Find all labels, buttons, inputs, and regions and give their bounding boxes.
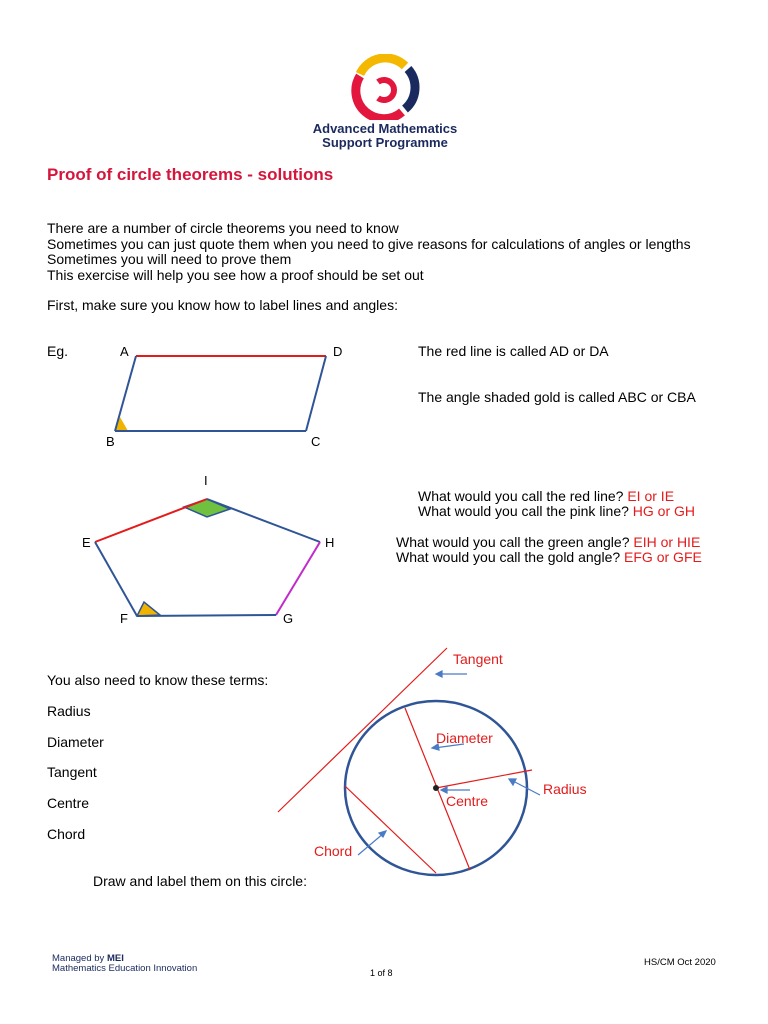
vertex-e: E: [82, 535, 91, 550]
pink-line-hg: [276, 542, 320, 615]
pentagon-diagram: [80, 490, 340, 630]
vertex-c: C: [311, 434, 321, 449]
intro-line: Sometimes you can just quote them when you need to give reasons for calculations of angles or lengths: [47, 235, 691, 252]
answer-gold-angle: EFG or GFE: [624, 549, 702, 565]
radius-arrowhead: [509, 779, 516, 785]
intro-line: There are a number of circle theorems you need to know: [47, 220, 399, 236]
edge-fe: [95, 542, 137, 616]
terms-intro: You also need to know these terms:: [47, 672, 269, 688]
tangent-line: [278, 648, 447, 812]
answer-pink-line: HG or GH: [632, 503, 696, 519]
question-red-line: What would you call the red line? EI or IE: [418, 488, 675, 504]
red-line-ei: [95, 499, 207, 542]
footer-mei: Managed by MEI Mathematics Education Innovation: [52, 953, 198, 974]
centre-point: [433, 785, 439, 791]
page-title: Proof of circle theorems - solutions: [47, 165, 334, 184]
term-chord: Chord: [47, 826, 86, 842]
vertex-b: B: [106, 434, 115, 449]
intro-line: Sometimes you will need to prove them: [47, 251, 292, 267]
org-name: Advanced Mathematics Support Programme: [312, 121, 458, 150]
radius-arrow: [511, 780, 540, 795]
chord-line: [345, 786, 436, 873]
label-chord: Chord: [314, 843, 353, 859]
gold-angle-efg: [137, 602, 160, 616]
radius-line: [436, 770, 532, 788]
label-diameter: Diameter: [436, 730, 493, 746]
edge-ba: [115, 356, 136, 431]
term-radius: Radius: [47, 703, 91, 719]
vertex-h: H: [325, 535, 335, 550]
intro-line: This exercise will help you see how a proof should be set out: [47, 266, 424, 283]
edge-ih: [207, 499, 320, 542]
intro-text: [47, 221, 691, 283]
red-line-answer: The red line is called AD or DA: [418, 343, 609, 359]
label-centre: Centre: [446, 793, 489, 809]
vertex-g: G: [283, 611, 294, 626]
label-tangent: Tangent: [453, 651, 503, 667]
question-pink-line: What would you call the pink line? HG or GH: [418, 503, 696, 519]
green-angle: [184, 499, 230, 517]
footer-reference: HS/CM Oct 2020: [644, 957, 716, 968]
amsp-logo-mark: [300, 54, 470, 120]
vertex-f: F: [120, 611, 128, 626]
question-green-angle: What would you call the green angle? EIH or HIE: [396, 534, 701, 550]
question-gold-angle: What would you call the gold angle? EFG or GFE: [396, 549, 702, 565]
vertex-a: A: [120, 344, 129, 359]
draw-instruction: Draw and label them on this circle:: [93, 873, 307, 889]
chord-arrow: [358, 833, 384, 855]
term-centre: Centre: [47, 795, 90, 811]
term-tangent: Tangent: [47, 764, 97, 780]
vertex-d: D: [333, 344, 343, 359]
edge-dc: [306, 356, 326, 431]
answer-green-angle: EIH or HIE: [633, 534, 701, 550]
tangent-arrowhead: [436, 671, 442, 677]
page-number: 1 of 8: [370, 968, 393, 978]
first-instruction: First, make sure you know how to label lines and angles:: [47, 297, 398, 313]
edge-gf: [137, 615, 276, 616]
answer-red-line: EI or IE: [627, 488, 675, 504]
gold-angle-answer: The angle shaded gold is called ABC or CBA: [418, 389, 696, 405]
eg-label: Eg.: [47, 343, 69, 359]
vertex-i: I: [204, 473, 208, 488]
amsp-logo: [300, 54, 470, 164]
term-diameter: Diameter: [47, 734, 104, 750]
label-radius: Radius: [543, 781, 587, 797]
